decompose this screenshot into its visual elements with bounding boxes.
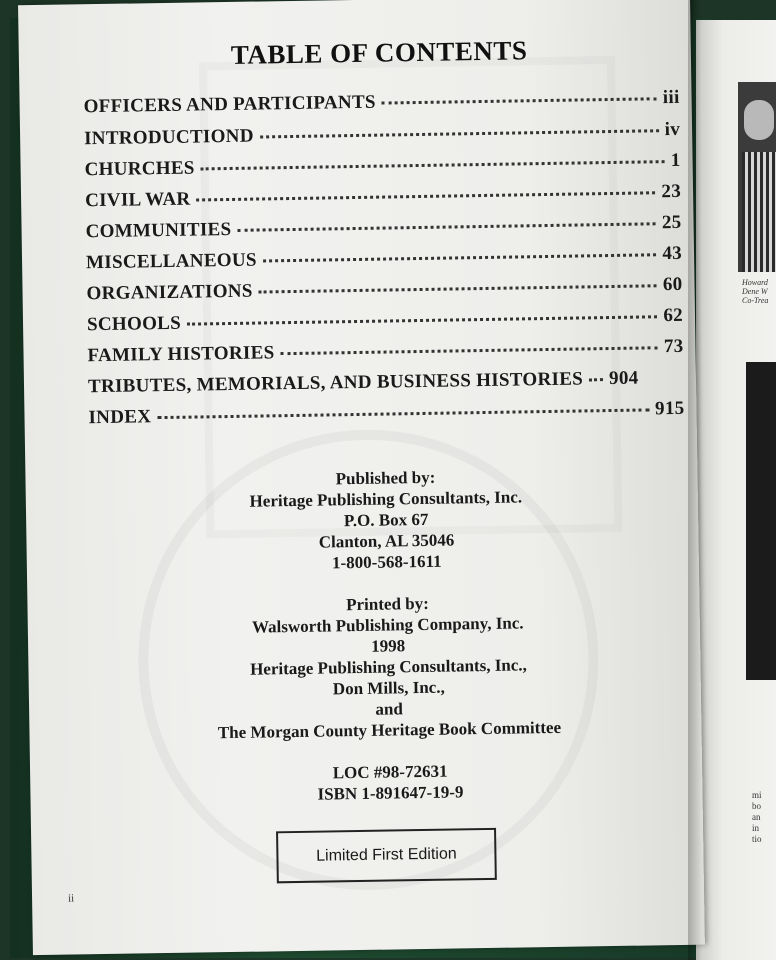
- dot-leader: [280, 346, 657, 355]
- dot-leader: [196, 191, 655, 201]
- dot-leader: [157, 408, 649, 419]
- identifiers-block: [140, 758, 641, 808]
- toc-entry-page: 43: [662, 242, 683, 265]
- publisher-line: P.O. Box 67: [343, 509, 429, 531]
- printer-line: Don Mills, Inc.,: [332, 677, 445, 699]
- dot-leader: [382, 97, 657, 104]
- loc-number: LOC #98-72631: [332, 761, 448, 783]
- publisher-line: 1-800-568-1611: [331, 551, 442, 573]
- toc-entry-page: 25: [661, 211, 682, 234]
- printer-line: 1998: [371, 636, 406, 656]
- dot-leader: [263, 253, 657, 262]
- facing-page-photo-bottom: [746, 362, 776, 680]
- publisher-block: [135, 464, 637, 577]
- dot-leader: [237, 222, 656, 232]
- dot-leader: [260, 129, 659, 138]
- printed-heading: Printed by:: [346, 593, 429, 615]
- toc-entry-page: 73: [663, 335, 684, 358]
- dot-leader: [187, 315, 657, 325]
- toc-entry-label: INDEX: [88, 406, 152, 429]
- facing-page-text: mi bo an in tio: [752, 790, 762, 844]
- toc-entry-label: CIVIL WAR: [84, 188, 191, 212]
- dot-leader: [589, 378, 603, 381]
- toc-entry-page: iv: [664, 118, 681, 141]
- toc-entry-page: iii: [662, 86, 680, 109]
- published-heading: Published by:: [335, 467, 436, 489]
- toc-entry-label: SCHOOLS: [86, 312, 182, 336]
- publisher-line: Clanton, AL 35046: [318, 530, 455, 552]
- toc-entry-page: 915: [654, 397, 685, 420]
- toc-entry-label: FAMILY HISTORIES: [87, 342, 275, 367]
- page-number: ii: [67, 892, 75, 905]
- facing-page-photo-top: [738, 82, 776, 272]
- toc-entry-label: TRIBUTES, MEMORIALS, AND BUSINESS HISTORIES: [87, 368, 584, 398]
- isbn-number: ISBN 1-891647-19-9: [317, 782, 464, 804]
- printer-line: and: [375, 699, 403, 719]
- edition-box: [276, 828, 497, 883]
- dot-leader: [201, 160, 665, 170]
- toc-entry-label: MISCELLANEOUS: [85, 249, 257, 274]
- dot-leader: [259, 284, 657, 293]
- printer-line: Walsworth Publishing Company, Inc.: [251, 613, 524, 637]
- page-title: TABLE OF CONTENTS: [230, 35, 528, 70]
- toc-entry-label: OFFICERS AND PARTICIPANTS: [83, 91, 376, 118]
- printer-line: The Morgan County Heritage Book Committee: [217, 717, 562, 743]
- toc-entry-page: 62: [663, 304, 684, 327]
- printer-block: [137, 590, 639, 745]
- edition-label: Limited First Edition: [316, 845, 457, 865]
- toc-entry-label: ORGANIZATIONS: [86, 280, 253, 305]
- gutter-shadow: [688, 0, 702, 960]
- toc-entry-label: INTRODUCTIOND: [83, 125, 254, 150]
- toc-entry-page: 904: [608, 367, 639, 390]
- toc-entry-label: COMMUNITIES: [85, 218, 232, 243]
- printer-line: Heritage Publishing Consultants, Inc.,: [249, 655, 527, 679]
- facing-page-photo-caption: Howard Dene W Co-Trea: [742, 278, 769, 305]
- publisher-line: Heritage Publishing Consultants, Inc.: [249, 487, 523, 511]
- toc-entry-page: 23: [661, 180, 682, 203]
- toc-entry-page: 1: [670, 149, 681, 172]
- toc-entry-label: CHURCHES: [84, 157, 195, 181]
- contents-page: [18, 0, 705, 955]
- toc-entry-page: 60: [662, 273, 683, 296]
